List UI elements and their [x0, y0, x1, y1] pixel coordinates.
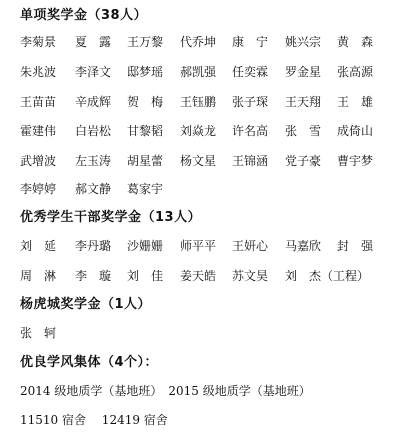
student-name: 张 轲 [20, 326, 57, 340]
student-name: 李泽文 [75, 65, 112, 79]
student-name: 王钰鹏 [180, 95, 217, 109]
student-name: 白岩松 [75, 124, 112, 138]
student-name: 武增波 [20, 154, 57, 168]
section-heading-student-leader-scholarship: 优秀学生干部奖学金（13人） [20, 210, 202, 225]
student-name: 王苗苗 [20, 95, 57, 109]
student-name: 封 强 [337, 239, 374, 253]
student-name: 党子豪 [285, 154, 322, 168]
student-name: 李菊景 [20, 35, 57, 49]
section-heading-single-scholarship: 单项奖学金（38人） [20, 8, 148, 23]
student-name: 师平平 [180, 239, 217, 253]
student-name: 许名高 [232, 124, 269, 138]
student-name: 胡星蕾 [127, 154, 164, 168]
student-name: 邸梦瑶 [127, 65, 164, 79]
student-name: 左玉涛 [75, 154, 112, 168]
student-name: 王妍心 [232, 239, 269, 253]
student-name: 代乔坤 [180, 35, 217, 49]
student-name: 王万黎 [127, 35, 164, 49]
student-name: 郝凯强 [180, 65, 217, 79]
student-name: 杨文星 [180, 154, 217, 168]
student-name: 葛家宇 [127, 182, 164, 196]
student-name: 罗金星 [285, 65, 322, 79]
student-name: 刘焱龙 [180, 124, 217, 138]
section-heading-excellent-study-collective: 优良学风集体（4个）： [20, 355, 159, 370]
student-name: 刘 杰（工程） [285, 269, 370, 283]
student-name: 李婷婷 [20, 182, 57, 196]
student-name: 贺 梅 [127, 95, 164, 109]
student-name: 苏文昊 [232, 269, 269, 283]
section-heading-yang-hucheng-scholarship: 杨虎城奖学金（1人） [20, 297, 152, 312]
student-name: 王 雄 [337, 95, 374, 109]
student-name: 黄 森 [337, 35, 374, 49]
student-name: 周 淋 [20, 269, 57, 283]
student-name: 张子琛 [232, 95, 269, 109]
student-name: 刘 延 [20, 239, 57, 253]
student-name: 李丹璐 [75, 239, 112, 253]
student-name: 夏 露 [75, 35, 112, 49]
student-name: 马嘉欣 [285, 239, 322, 253]
student-name: 李 璇 [75, 269, 112, 283]
student-name: 朱兆波 [20, 65, 57, 79]
student-name: 甘黎韬 [127, 124, 164, 138]
student-name: 沙姗姗 [127, 239, 164, 253]
student-name: 姚兴宗 [285, 35, 322, 49]
student-name: 康 宁 [232, 35, 269, 49]
student-name: 王天翔 [285, 95, 322, 109]
student-name: 刘 佳 [127, 269, 164, 283]
student-name: 郝文静 [75, 182, 112, 196]
student-name: 任奕霖 [232, 65, 269, 79]
student-name: 张 雪 [285, 124, 322, 138]
student-name: 成倚山 [337, 124, 374, 138]
student-name: 姜天皓 [180, 269, 217, 283]
collective-line: 11510 宿舍 12419 宿舍 [20, 413, 168, 427]
student-name: 辛成辉 [75, 95, 112, 109]
collective-line: 2014 级地质学（基地班） 2015 级地质学（基地班） [20, 384, 311, 398]
student-name: 曹宇梦 [337, 154, 374, 168]
student-name: 张高源 [337, 65, 374, 79]
student-name: 王锦涵 [232, 154, 269, 168]
student-name: 霍建伟 [20, 124, 57, 138]
